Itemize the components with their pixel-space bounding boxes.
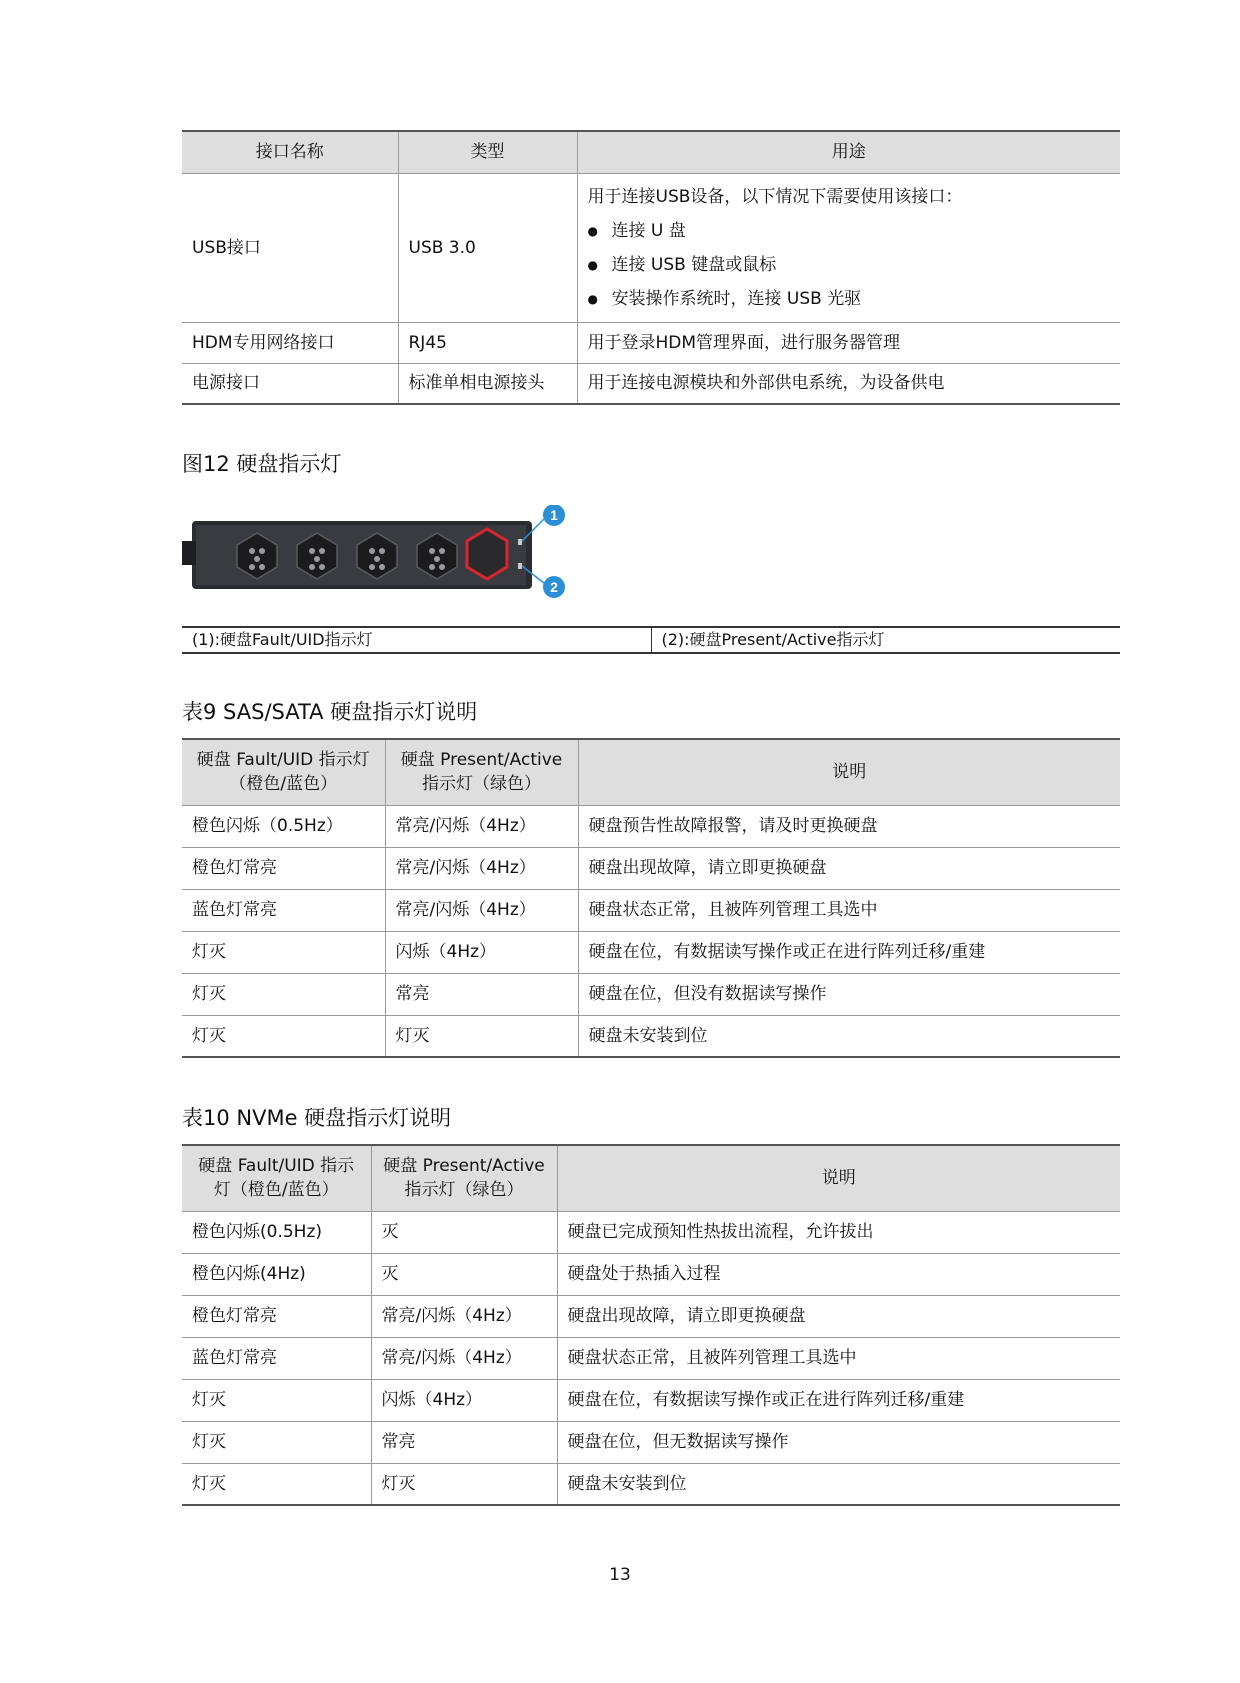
cell-desc: 硬盘已完成预知性热拔出流程，允许拔出 xyxy=(557,1211,1120,1253)
cell-desc: 硬盘在位，有数据读写操作或正在进行阵列迁移/重建 xyxy=(578,931,1120,973)
cell-fault: 灯灭 xyxy=(182,973,385,1015)
cell-desc: 硬盘出现故障，请立即更换硬盘 xyxy=(578,847,1120,889)
cell-present: 闪烁（4Hz） xyxy=(385,931,578,973)
cell-present: 灯灭 xyxy=(371,1463,557,1505)
table-row xyxy=(182,1211,1120,1253)
table9 xyxy=(182,738,1120,1058)
usb-name: USB接口 xyxy=(182,173,398,322)
header-line: 硬盘 Present/Active xyxy=(400,750,563,771)
present-led xyxy=(518,563,522,569)
cell-fault: 橙色闪烁（0.5Hz） xyxy=(182,805,385,847)
table-row xyxy=(182,322,1120,363)
cell-present: 常亮 xyxy=(371,1421,557,1463)
cell-fault: 灯灭 xyxy=(182,931,385,973)
header-fault xyxy=(182,1145,371,1211)
list-item: ● 安装操作系统时，连接 USB 光驱 xyxy=(588,282,1111,316)
header-line: 指示灯（绿色） xyxy=(422,774,541,795)
cell-type: RJ45 xyxy=(398,322,577,363)
table-row xyxy=(182,1463,1120,1505)
table-row xyxy=(182,1379,1120,1421)
header-use: 用途 xyxy=(577,131,1120,173)
header-line: （橙色/蓝色） xyxy=(229,774,338,795)
cell-desc: 硬盘在位，但无数据读写操作 xyxy=(557,1421,1120,1463)
usb-bullets xyxy=(588,214,1111,316)
cell-desc: 硬盘出现故障，请立即更换硬盘 xyxy=(557,1295,1120,1337)
list-item: ● 连接 USB 键盘或鼠标 xyxy=(588,248,1111,282)
table-row xyxy=(182,931,1120,973)
table10 xyxy=(182,1144,1120,1506)
usb-description xyxy=(577,173,1120,322)
header-fault xyxy=(182,739,385,805)
figure12-caption: 图12 硬盘指示灯 xyxy=(182,452,342,476)
cell-desc: 硬盘未安装到位 xyxy=(578,1015,1120,1057)
header-line: 硬盘 Present/Active xyxy=(383,1156,545,1177)
table9-caption: 表9 SAS/SATA 硬盘指示灯说明 xyxy=(182,700,478,724)
cell-present: 常亮/闪烁（4Hz） xyxy=(371,1295,557,1337)
header-present xyxy=(371,1145,557,1211)
cell-fault: 蓝色灯常亮 xyxy=(182,889,385,931)
header-line: 硬盘 Fault/UID 指示 xyxy=(198,1156,355,1177)
cell-present: 常亮/闪烁（4Hz） xyxy=(385,847,578,889)
cell-fault: 灯灭 xyxy=(182,1421,371,1463)
cell-fault: 橙色灯常亮 xyxy=(182,1295,371,1337)
fault-led xyxy=(518,539,522,545)
header-line: 灯（橙色/蓝色） xyxy=(213,1180,339,1201)
table-row xyxy=(182,973,1120,1015)
cell-name: HDM专用网络接口 xyxy=(182,322,398,363)
legend-item-1: (1):硬盘Fault/UID指示灯 xyxy=(182,627,651,653)
table-row xyxy=(182,805,1120,847)
cell-type: 标准单相电源接头 xyxy=(398,363,577,404)
cell-use: 用于登录HDM管理界面，进行服务器管理 xyxy=(577,322,1120,363)
cell-name: 电源接口 xyxy=(182,363,398,404)
cell-fault: 橙色灯常亮 xyxy=(182,847,385,889)
header-line: 硬盘 Fault/UID 指示灯 xyxy=(196,750,370,771)
legend-item-2: (2):硬盘Present/Active指示灯 xyxy=(661,630,885,649)
cell-present: 灭 xyxy=(371,1253,557,1295)
list-item: ● 连接 U 盘 xyxy=(588,214,1111,248)
cell-desc: 硬盘在位，但没有数据读写操作 xyxy=(578,973,1120,1015)
cell-desc: 硬盘处于热插入过程 xyxy=(557,1253,1120,1295)
usb-lead: 用于连接USB设备，以下情况下需要使用该接口： xyxy=(587,186,963,207)
callout-1-label: 1 xyxy=(550,507,558,523)
drive-tray-illustration xyxy=(182,505,602,605)
header-type: 类型 xyxy=(398,131,577,173)
cell-fault: 蓝色灯常亮 xyxy=(182,1337,371,1379)
header-present xyxy=(385,739,578,805)
table-row xyxy=(182,1015,1120,1057)
cell-desc: 硬盘未安装到位 xyxy=(557,1463,1120,1505)
cell-fault: 灯灭 xyxy=(182,1015,385,1057)
header-line: 指示灯（绿色） xyxy=(404,1180,524,1201)
page-number: 13 xyxy=(609,1565,631,1585)
table-row xyxy=(182,1421,1120,1463)
table-row xyxy=(182,363,1120,404)
cell-present: 常亮 xyxy=(385,973,578,1015)
cell-present: 闪烁（4Hz） xyxy=(371,1379,557,1421)
cell-fault: 橙色闪烁(0.5Hz) xyxy=(182,1211,371,1253)
cell-present: 灯灭 xyxy=(385,1015,578,1057)
cell-fault: 橙色闪烁(4Hz) xyxy=(182,1253,371,1295)
cell-present: 灭 xyxy=(371,1211,557,1253)
drive-tray-figure xyxy=(182,505,602,605)
cell-desc: 硬盘在位，有数据读写操作或正在进行阵列迁移/重建 xyxy=(557,1379,1120,1421)
cell-fault: 灯灭 xyxy=(182,1379,371,1421)
table-row xyxy=(182,847,1120,889)
cell-present: 常亮/闪烁（4Hz） xyxy=(385,805,578,847)
table-row xyxy=(182,173,1120,322)
table-row xyxy=(182,1253,1120,1295)
header-desc: 说明 xyxy=(578,739,1120,805)
cell-use: 用于连接电源模块和外部供电系统，为设备供电 xyxy=(577,363,1120,404)
cell-desc: 硬盘状态正常，且被阵列管理工具选中 xyxy=(578,889,1120,931)
table-row xyxy=(182,889,1120,931)
cell-desc: 硬盘状态正常，且被阵列管理工具选中 xyxy=(557,1337,1120,1379)
table-row xyxy=(182,1295,1120,1337)
cell-present: 常亮/闪烁（4Hz） xyxy=(371,1337,557,1379)
interface-table xyxy=(182,130,1120,405)
cell-fault: 灯灭 xyxy=(182,1463,371,1505)
usb-type: USB 3.0 xyxy=(398,173,577,322)
cell-present: 常亮/闪烁（4Hz） xyxy=(385,889,578,931)
cell-desc: 硬盘预告性故障报警，请及时更换硬盘 xyxy=(578,805,1120,847)
table10-caption: 表10 NVMe 硬盘指示灯说明 xyxy=(182,1106,452,1130)
header-desc: 说明 xyxy=(557,1145,1120,1211)
header-interface-name: 接口名称 xyxy=(182,131,398,173)
callout-2-label: 2 xyxy=(550,579,558,595)
table-row xyxy=(182,1337,1120,1379)
figure-legend xyxy=(182,626,1120,654)
